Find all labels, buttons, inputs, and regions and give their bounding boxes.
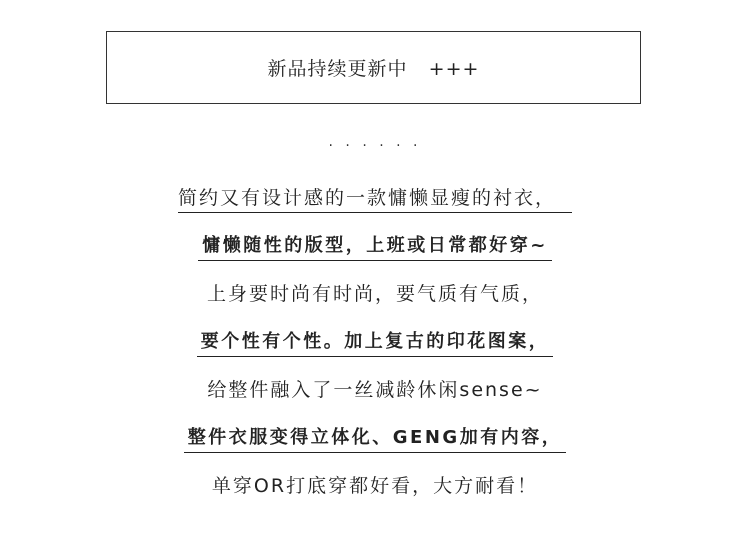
description-text-7: 单穿OR打底穿都好看，大方耐看！ — [211, 475, 539, 497]
description-line-5 — [0, 376, 750, 424]
dot-separator: · · · · · · — [328, 138, 422, 154]
description-line-4 — [0, 328, 750, 376]
description-line-2 — [0, 232, 750, 280]
description-text-5: 给整件融入了一丝减龄休闲sense~ — [207, 379, 543, 401]
description-line-6 — [0, 424, 750, 472]
description-text-3: 上身要时尚有时尚，要气质有气质， — [206, 283, 543, 305]
banner-title: 新品持续更新中 +++ — [267, 58, 480, 80]
description-text-4: 要个性有个性。加上复古的印花图案， — [197, 328, 554, 357]
description-text-2: 慵懒随性的版型，上班或日常都好穿~ — [198, 232, 552, 261]
description-text-6: 整件衣服变得立体化、GENG加有内容， — [184, 424, 566, 453]
description-line-7 — [0, 472, 750, 520]
promo-banner — [106, 31, 641, 104]
description-line-1 — [0, 184, 750, 232]
description-text-1: 简约又有设计感的一款慵懒显瘦的衬衣， — [178, 184, 572, 213]
description-line-3 — [0, 280, 750, 328]
description-block — [0, 184, 750, 520]
